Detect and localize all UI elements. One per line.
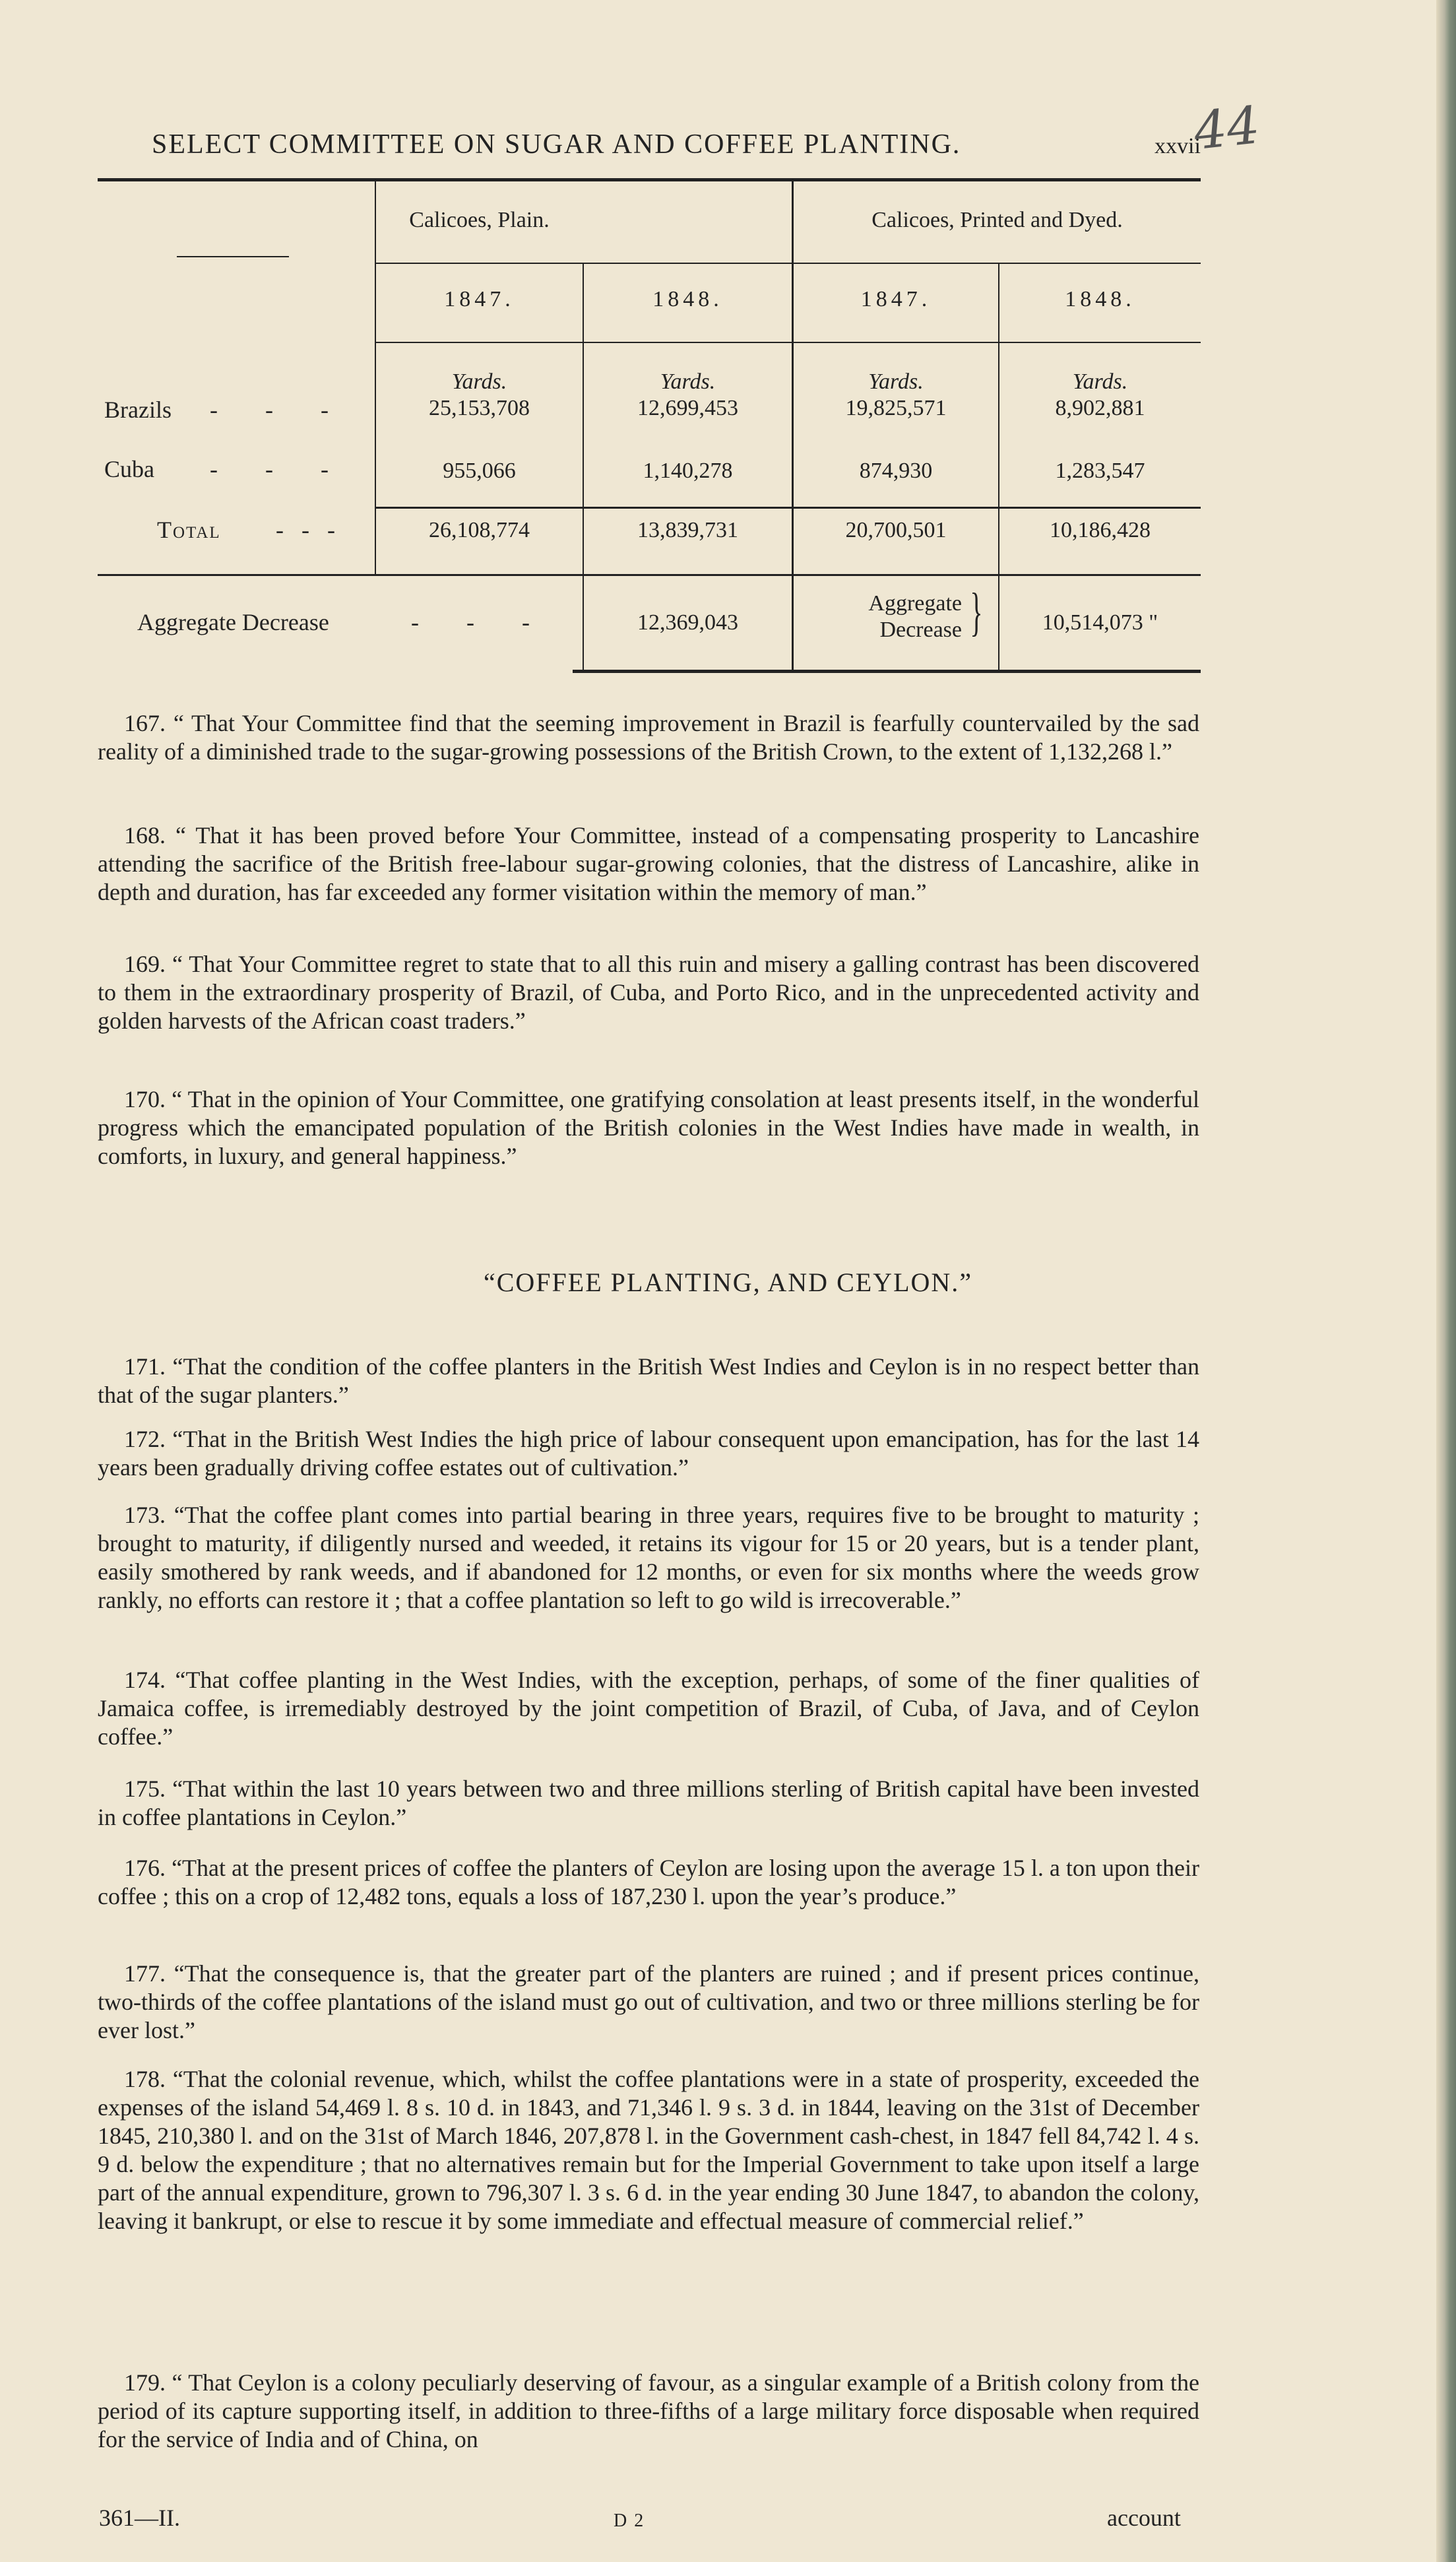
paragraph-text: “ That Ceylon is a colony peculiarly deserving of favour, as a singular example of a British colony from the period of its capture supporting itself, in addition to three-fifths of a large military force disposable when required for the service of India and of China, on bbox=[98, 2369, 1200, 2452]
paragraph-text: “That the consequence is, that the greater part of the planters are ruined ; and if present prices continue, two-thirds of the coffee plantations of the island must go out of cultivation, and two or three millions sterling be for ever lost.” bbox=[98, 1960, 1200, 2043]
table-bottom-rule bbox=[573, 670, 1201, 673]
year-header: 1847. bbox=[860, 287, 932, 311]
brace-icon: } bbox=[970, 583, 983, 641]
paragraph-169 bbox=[98, 950, 1199, 1035]
paragraph-170 bbox=[98, 1085, 1199, 1170]
aggregate-printed-label bbox=[804, 591, 962, 643]
paragraph-number: 167. bbox=[124, 710, 166, 736]
aggregate-printed-value: 10,514,073 " bbox=[1042, 610, 1158, 635]
paragraph-text: “That within the last 10 years between two and three millions sterling of British capital have been invested in coffee plantations in Ceylon.” bbox=[98, 1776, 1200, 1830]
row-label-total: Total bbox=[157, 517, 221, 543]
paragraph-number: 173. bbox=[124, 1502, 166, 1528]
paragraph-177 bbox=[98, 1960, 1199, 2045]
group-header-printed: Calicoes, Printed and Dyed. bbox=[871, 208, 1123, 232]
table-cell: 13,839,731 bbox=[637, 518, 738, 542]
aggregate-label: Aggregate Decrease bbox=[137, 609, 329, 635]
row-leader: - - - bbox=[411, 609, 530, 635]
section-heading: “COFFEE PLANTING, AND CEYLON.” bbox=[483, 1267, 973, 1297]
paragraph-text: “That in the British West Indies the high price of labour consequent upon emancipation, has for the last 14 years been gradually driving coffee estates out of cultivation.” bbox=[98, 1426, 1199, 1481]
paragraph-text: “ That it has been proved before Your Committee, instead of a compensating prosperity to Lancashire attending the sacrifice of the British free-labour sugar-growing colonies, that the distress of Lancashire, alike in depth and duration, has far exceeded any former visitation within the memory of man.” bbox=[98, 822, 1200, 905]
table-cell: 10,186,428 bbox=[1050, 518, 1151, 542]
year-header: 1848. bbox=[1065, 287, 1135, 311]
table-cell: 26,108,774 bbox=[429, 518, 530, 542]
paragraph-number: 172. bbox=[124, 1426, 166, 1452]
paragraph-176 bbox=[98, 1854, 1199, 1911]
page-header bbox=[152, 96, 1263, 175]
paragraph-167 bbox=[98, 709, 1199, 766]
table-hrule bbox=[375, 342, 1201, 343]
year-header: 1847. bbox=[444, 287, 515, 311]
paragraph-number: 176. bbox=[124, 1855, 166, 1881]
paragraph-text: “That the colonial revenue, which, whilst the coffee plantations were in a state of prosperity, exceeded the expenses of the island 54,469 l. 8 s. 10 d. in 1843, and 71,346 l. 9 s. 3 d. in 1844, leaving on the 31st of December 1845, 210,380 l. and on the 31st of March 1846, 207,878 l. in the Government cash-chest, in 1847 fell 84,742 l. 4 s. 9 d. below the expenditure ; that no alternatives remain but for the Imperial Government to take upon itself a large part of the annual expenditure, grown to 796,307 l. 3 s. 6 d. in the year ending 30 June 1847, to abandon the colony, leaving it bankrupt, or else to rescue it by some immediate and effectual measure of commercial relief.” bbox=[98, 2066, 1199, 2234]
paragraph-number: 177. bbox=[124, 1960, 166, 1987]
decrease-word: Decrease bbox=[879, 618, 962, 642]
paragraph-text: “ That Your Committee regret to state that to all this ruin and misery a galling contrast has been discovered to them in the extraordinary prosperity of Brazil, of Cuba, and Porto Rico, and in the unprecedented activity and golden harvests of the African coast traders.” bbox=[98, 951, 1199, 1034]
footer-catchword: account bbox=[1107, 2505, 1181, 2531]
aggregate-word: Aggregate bbox=[868, 591, 962, 616]
unit-label: Yards. bbox=[660, 369, 716, 394]
paragraph-173 bbox=[98, 1501, 1199, 1615]
page-number: xxvii bbox=[1155, 134, 1201, 158]
table-cell: 874,930 bbox=[859, 459, 933, 483]
table-cell: 19,825,571 bbox=[845, 396, 947, 420]
table-hrule bbox=[375, 507, 1201, 509]
aggregate-plain-value: 12,369,043 bbox=[637, 610, 738, 635]
row-leader: - - - bbox=[276, 517, 335, 543]
paragraph-number: 170. bbox=[124, 1086, 166, 1112]
paragraph-172 bbox=[98, 1425, 1199, 1482]
paragraph-179 bbox=[98, 2369, 1199, 2454]
paragraph-number: 169. bbox=[124, 951, 166, 977]
table-hrule bbox=[375, 263, 1201, 264]
paragraph-number: 179. bbox=[124, 2369, 166, 2396]
row-leader: - - - bbox=[210, 456, 329, 482]
table-cell: 12,699,453 bbox=[637, 396, 738, 420]
table-cell: 955,066 bbox=[443, 459, 516, 483]
table-hrule bbox=[177, 256, 289, 257]
row-label-brazils: Brazils bbox=[104, 397, 172, 423]
running-title: SELECT COMMITTEE ON SUGAR AND COFFEE PLANTING. bbox=[152, 129, 961, 160]
table-top-rule bbox=[98, 178, 1201, 181]
paragraph-number: 168. bbox=[124, 822, 166, 849]
paragraph-text: “That coffee planting in the West Indies, with the exception, perhaps, of some of the finer qualities of Jamaica coffee, is irremediably destroyed by the joint competition of Brazil, of Cuba, of Java, and of Ceylon coffee.” bbox=[98, 1667, 1199, 1750]
paragraph-text: “ That in the opinion of Your Committee, one gratifying consolation at least presents itself, in the wonderful progress which the emancipated population of the British colonies in the West Indies have made in wealth, in comforts, in luxury, and general happiness.” bbox=[98, 1086, 1199, 1169]
row-leader: - - - bbox=[210, 397, 329, 423]
table-vrule bbox=[792, 178, 794, 670]
paragraph-number: 171. bbox=[124, 1353, 166, 1380]
footer-signature: D 2 bbox=[614, 2511, 645, 2531]
paragraph-text: “That the condition of the coffee planters in the British West Indies and Ceylon is in no respect better than that of the sugar planters.” bbox=[98, 1353, 1199, 1408]
paragraph-174 bbox=[98, 1666, 1199, 1751]
paragraph-171 bbox=[98, 1353, 1199, 1409]
paragraph-175 bbox=[98, 1775, 1199, 1832]
paragraph-text: “That the coffee plant comes into partial bearing in three years, requires five to be brought to maturity ; brought to maturity, if diligently nursed and weeded, it retains its vigour for 15 or 20 years, but is a tender plant, easily smothered by rank weeds, and if abandoned for 12 months, or even for six months where the weeds grow rankly, no efforts can restore it ; that a coffee plantation so left to go wild is irrecoverable.” bbox=[98, 1502, 1200, 1613]
paragraph-text: “That at the present prices of coffee the planters of Ceylon are losing upon the average 15 l. a ton upon their coffee ; this on a crop of 12,482 tons, equals a loss of 187,230 l. upon the year’s produce.” bbox=[98, 1855, 1199, 1909]
calicoes-table bbox=[98, 178, 1201, 673]
table-cell: 8,902,881 bbox=[1055, 396, 1145, 420]
paragraph-168 bbox=[98, 821, 1199, 907]
footer-sheet-number: 361—II. bbox=[99, 2505, 180, 2531]
paragraph-number: 174. bbox=[124, 1667, 166, 1693]
table-cell: 20,700,501 bbox=[845, 518, 947, 542]
table-cell: 1,140,278 bbox=[643, 459, 733, 483]
paragraph-178 bbox=[98, 2065, 1199, 2235]
unit-label: Yards. bbox=[451, 369, 507, 394]
group-header-plain: Calicoes, Plain. bbox=[409, 208, 550, 232]
paragraph-number: 175. bbox=[124, 1776, 166, 1802]
handwritten-mark: 44 bbox=[1191, 96, 1263, 162]
table-hrule bbox=[98, 574, 1201, 576]
table-cell: 1,283,547 bbox=[1055, 459, 1145, 483]
row-label-cuba: Cuba bbox=[104, 456, 154, 482]
paragraph-text: “ That Your Committee find that the seeming improvement in Brazil is fearfully countervailed by the sad reality of a diminished trade to the sugar-growing possessions of the British Crown, to the extent of 1,132,268 l.” bbox=[98, 710, 1199, 765]
table-cell: 25,153,708 bbox=[429, 396, 530, 420]
paragraph-number: 178. bbox=[124, 2066, 166, 2092]
unit-label: Yards. bbox=[868, 369, 924, 394]
year-header: 1848. bbox=[652, 287, 723, 311]
unit-label: Yards. bbox=[1072, 369, 1128, 394]
